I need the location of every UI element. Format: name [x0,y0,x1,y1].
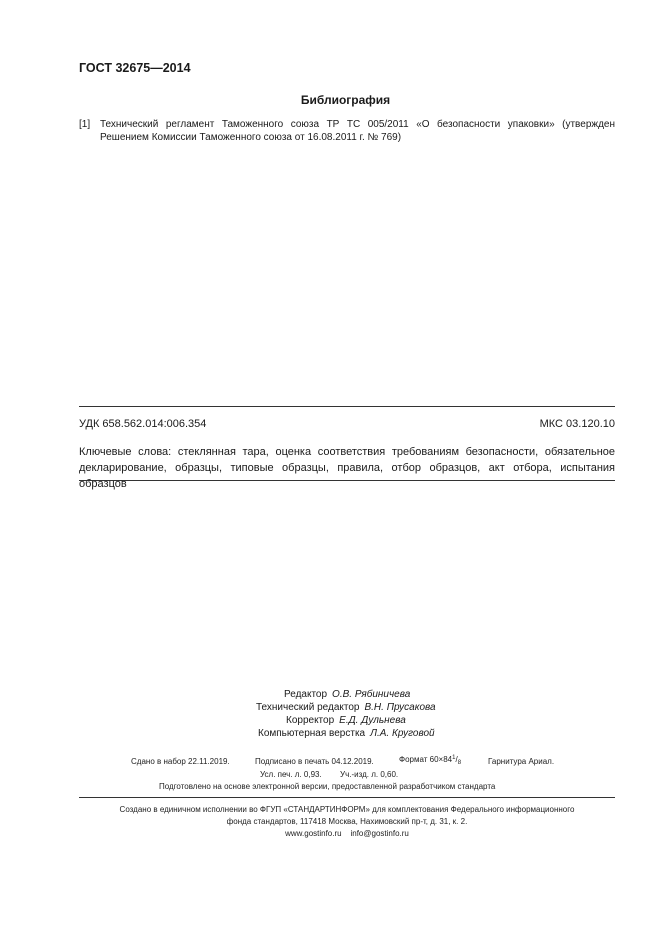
reference-number: [1] [79,119,91,130]
staff-layout [258,727,435,740]
email-link[interactable]: info@gostinfo.ru [350,829,409,838]
keywords: Ключевые слова: стеклянная тара, оценка соответствия требованиям безопасности, обязательное декларирование, образцы, типовые образцы, правила, отбор образцов, акт отбора, испытания образцов [79,446,615,490]
staff-role: Редактор [284,689,328,700]
staff-corrector [286,714,406,727]
footer-contacts [79,829,615,838]
footer-line-2: фонда стандартов, 117418 Москва, Нахимовский пр-т, д. 31, к. 2. [226,817,468,826]
staff-name: Е.Д. Дульнева [339,715,406,726]
divider-keywords [79,480,615,481]
bibliography-title: Библиография [300,93,391,107]
reference-text: Технический регламент Таможенного союза ТР ТС 005/2011 «О безопасности упаковки» (утвержден Решением Комиссии Таможенного союза от 16.08.2011 г. № 769) [100,119,615,143]
footer-line-1: Создано в единичном исполнении во ФГУП «СТАНДАРТИНФОРМ» для комплектования Федерального информационного [119,805,575,814]
format-denominator: 8 [457,760,462,766]
staff-role: Корректор [286,715,335,726]
publication-sheets: Уч.-изд. л. 0,60. [340,770,399,779]
staff-role: Компьютерная верстка [258,728,366,739]
udk-code: УДК 658.562.014:006.354 [79,418,207,430]
print-sheets: Усл. печ. л. 0,93. [260,770,322,779]
staff-name: Л.А. Круговой [370,728,435,739]
staff-editor [284,688,410,701]
format-numerator: 1 [452,755,456,761]
divider-top [79,406,615,407]
format-prefix: Формат 60×84 [399,755,453,764]
standard-id: ГОСТ 32675—2014 [79,61,191,75]
typeface: Гарнитура Ариал. [488,757,555,766]
prepared-note: Подготовлено на основе электронной версии, предоставленной разработчиком стандарта [159,782,496,791]
divider-footer [79,797,615,798]
website-link[interactable]: www.gostinfo.ru [285,829,342,838]
staff-name: О.В. Рябиничева [332,689,411,700]
signed-date: Подписано в печать 04.12.2019. [255,757,374,766]
staff-tech-editor [256,701,436,714]
submitted-date: Сдано в набор 22.11.2019. [131,757,230,766]
staff-name: В.Н. Прусакова [364,702,436,713]
staff-role: Технический редактор [256,702,360,713]
format: Формат $60\times 84^1/_8$ [399,755,462,766]
mks-code: МКС 03.120.10 [539,418,615,430]
